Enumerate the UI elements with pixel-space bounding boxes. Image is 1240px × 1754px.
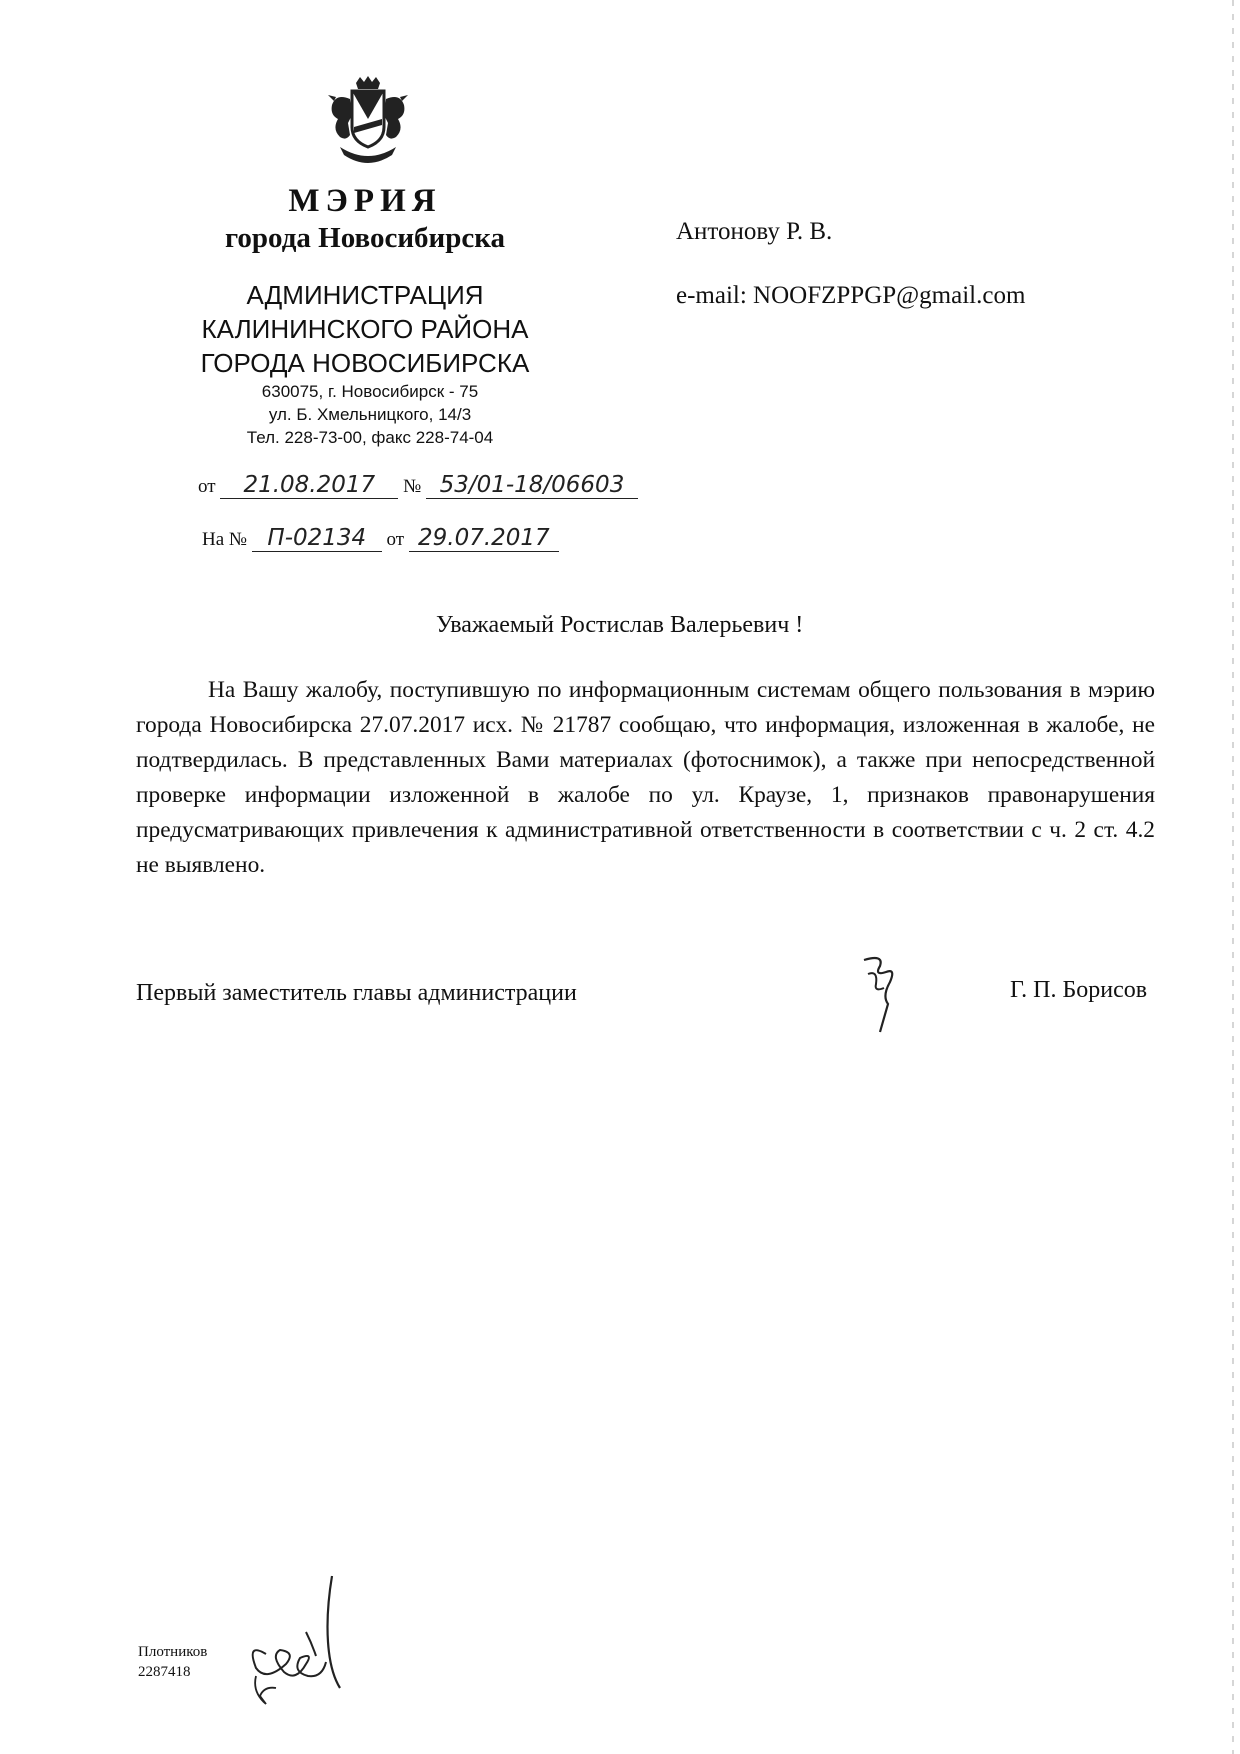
executor-phone: 2287418: [138, 1664, 191, 1680]
reply-line: [202, 525, 559, 552]
coat-of-arms-icon: [318, 75, 418, 175]
outgoing-date: 21.08.2017: [220, 472, 398, 499]
address-line: ул. Б. Хмельницкого, 14/3: [268, 405, 472, 424]
reply-from-label: от: [386, 529, 405, 550]
signatory-title: Первый заместитель главы администрации: [136, 980, 577, 1006]
address-block: [200, 380, 540, 449]
executor-name: Плотников: [138, 1644, 208, 1660]
registration-line: [198, 472, 638, 499]
greeting: Уважаемый Ростислав Валерьевич !: [436, 612, 804, 638]
reply-label: На №: [202, 529, 248, 550]
from-label: от: [198, 476, 216, 497]
address-line: Тел. 228-73-00, факс 228-74-04: [246, 428, 494, 447]
admin-line: ГОРОДА НОВОСИБИРСКА: [200, 348, 530, 378]
recipient-name: Антонову Р. В.: [676, 218, 833, 245]
reply-number: П-02134: [252, 525, 382, 552]
city-name: города Новосибирска: [224, 222, 506, 254]
signature-icon: [856, 952, 906, 1034]
letter-body: [136, 673, 1155, 883]
reply-date: 29.07.2017: [409, 525, 559, 552]
outgoing-number: 53/01-18/06603: [426, 472, 638, 499]
scan-edge: [1232, 0, 1234, 1754]
executor-block: [138, 1642, 207, 1682]
recipient-email: e-mail: NOOFZPPGP@gmail.com: [676, 282, 1026, 309]
admin-line: АДМИНИСТРАЦИЯ: [246, 280, 484, 310]
body-paragraph: На Вашу жалобу, поступившую по информационным системам общего пользования в мэрию города Новосибирска 27.07.2017 исх. № 21787 сообщаю, что информация, изложенная в жалобе, не подтвердилась. В представленных Вами материалах (фотоснимок), а также при непосредственной проверке информации изложенной в жалобе по ул. Краузе, 1, признаков правонарушения предусматривающих привлечения к административной ответственности в соответствии с ч. 2 ст. 4.2 не выявлено.: [136, 677, 1155, 878]
number-label: №: [403, 476, 422, 497]
address-line: 630075, г. Новосибирск - 75: [261, 382, 479, 401]
administration-name: [160, 278, 570, 380]
admin-line: КАЛИНИНСКОГО РАЙОНА: [201, 314, 529, 344]
signatory-name: Г. П. Борисов: [1010, 977, 1148, 1003]
executor-signature-icon: [236, 1572, 356, 1712]
mayor-title: МЭРИЯ: [288, 183, 442, 219]
